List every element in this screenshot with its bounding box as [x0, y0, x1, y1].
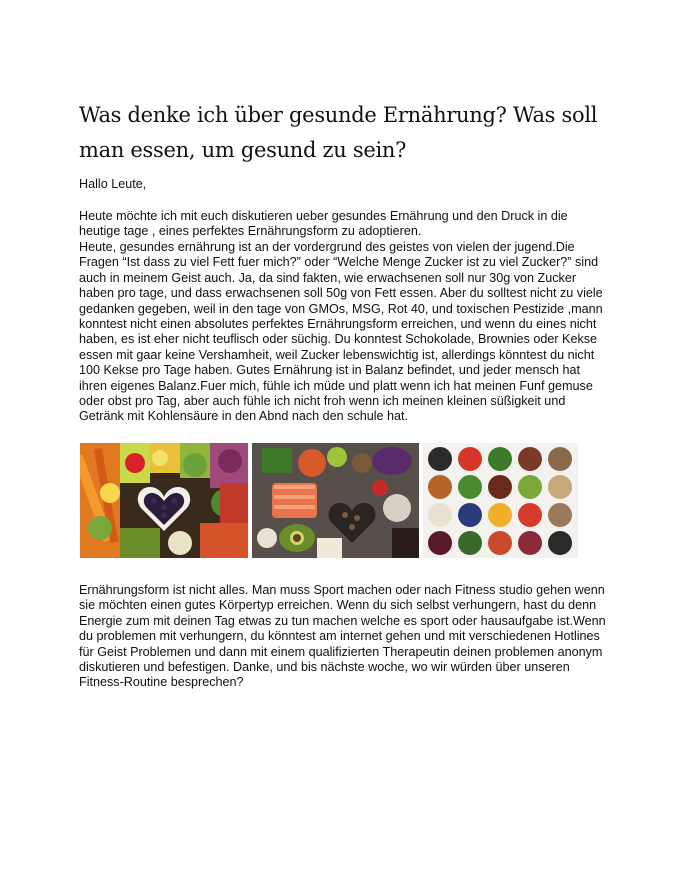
body-paragraph-1: Heute, gesundes ernährung ist an der vordergrund des geistes von vielen der jugend.Die Fragen “Ist dass zu viel Fett fuer mich?” oder “Welche Menge Zucker ist zu viel Zucker?” sind auch in meinem Geist auch. Ja, da sind fakten, wie erwachsenen soll nur 30g von Zucker haben pro tage, und dass erwachsenen soll 50g von Fett essen. Aber du solltest nicht zu viele gedanken gegeben, weil in den tage von GMOs, MSG, Rot 40, und toxischen Pestizide ,mann konntest nicht einen absolutes perfektes Ernährungsform erreichen, und wenn du eines nicht haben, es ist eher nicht teuflisch oder süchig. Du konntest Schokolade, Brownies oder Kekse essen mit gaar keine Vershamheit, weil Zucker lebenswichtig ist, allerdings könntest du nicht 100 Kekse pro Tage haben. Gutes Ernährung ist in Balanz befindet, und jeder mensch hat ihren eigenes Balanz.Fuer mich, fühle ich müde und platt wenn ich hat meinen Funf gemuse oder obst pro Tag, aber auch fühle ich nicht froh wenn ich meinen kleinen süßigkeit und Getränk mit Kohlensäure in den Abnd nach den schule hat. [79, 240, 603, 424]
image-row [80, 443, 580, 558]
salmon-heart-bowl-image [252, 443, 419, 558]
article-title: Was denke ich über gesunde Ernährung? Was soll man essen, um gesund zu sein? [79, 103, 598, 162]
bowls-grid-image [423, 443, 578, 558]
vegetables-heart-bowl-image [80, 443, 248, 558]
intro-paragraph: Heute möchte ich mit euch diskutieren ueber gesundes Ernährung und den Druck in die heutige tage , eines perfektes Ernährungsform zu adoptieren. [79, 209, 568, 239]
body-paragraph-2: Ernährungsform ist nicht alles. Man muss Sport machen oder nach Fitness studio gehen wenn sie möchten einen gutes Körpertyp erreichen. Wenn du sich selbst verhungern, hast du denn Energie zum mit deinen Tag etwas zu tun machen welche es sport oder hausaufgabe ist.Wenn du problemen mit verhungern, du könntest am internet gehen und mit verschiedenen Hotlines für Geist Problemen und dann mit einem qualifizierten Therapeutin deinen problemen anonym diskutieren und befestigen. Danke, und bis nächste woche, wo wir würden über unseren Fitness-Routine besprechen? [79, 583, 606, 690]
greeting-text: Hallo Leute, [79, 177, 147, 191]
